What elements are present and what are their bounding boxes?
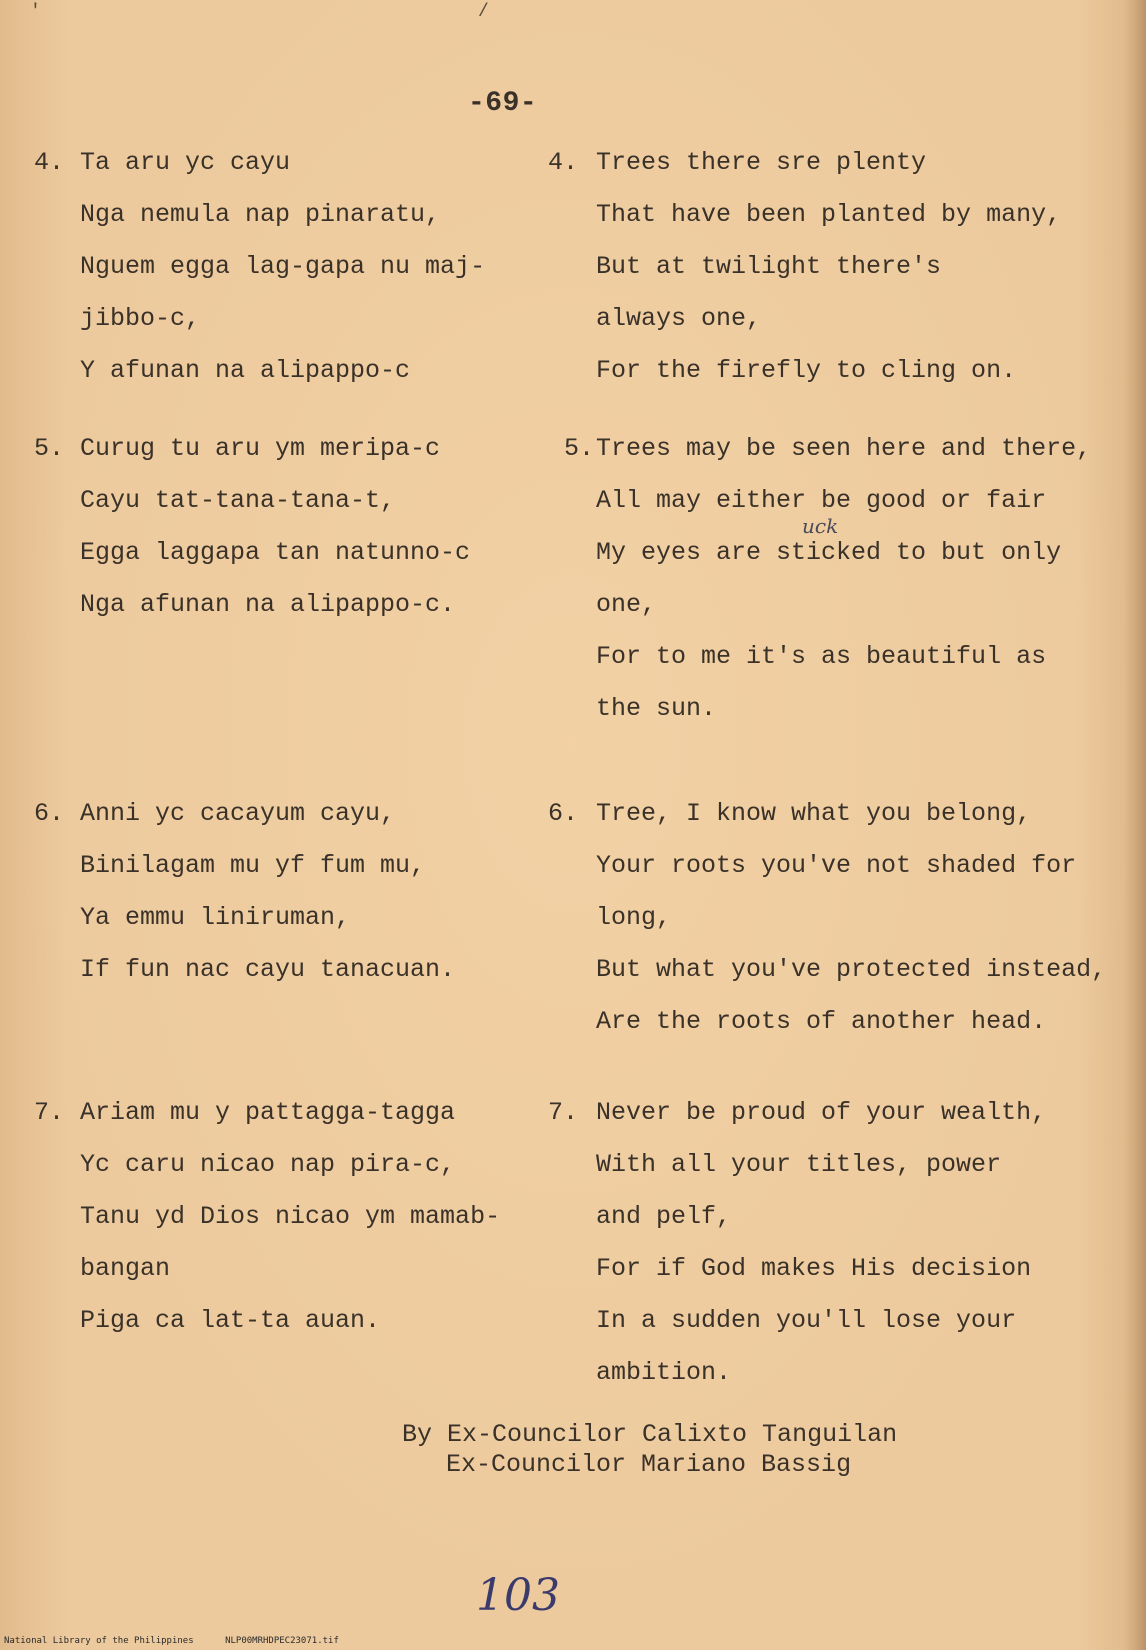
- verse-line: one,: [596, 590, 657, 619]
- verse-line: Piga ca lat-ta auan.: [80, 1306, 381, 1335]
- verse-line: ambition.: [596, 1358, 732, 1387]
- verse-line: bangan: [80, 1254, 171, 1283]
- page-edge-shadow: [1124, 0, 1146, 1650]
- verse-line: Egga laggapa tan natunno-c: [80, 538, 471, 567]
- stanza-number: 4.: [34, 148, 65, 177]
- verse-line: But what you've protected instead,: [596, 955, 1107, 984]
- verse-line: With all your titles, power: [596, 1150, 1002, 1179]
- verse-line: and pelf,: [596, 1202, 732, 1231]
- footer-filename: NLP00MRHDPEC23071.tif: [225, 1636, 339, 1646]
- handwritten-correction: uck: [802, 514, 839, 538]
- stray-mark: ': [30, 2, 41, 22]
- verse-line: Nguem egga lag-gapa nu maj-: [80, 252, 486, 281]
- verse-line: But at twilight there's: [596, 252, 942, 281]
- footer-library: National Library of the Philippines: [4, 1636, 194, 1646]
- stray-mark: /: [478, 2, 489, 22]
- byline-2: Ex-Councilor Mariano Bassig: [446, 1450, 852, 1479]
- verse-line: Anni yc cacayum cayu,: [80, 799, 396, 828]
- verse-line: For to me it's as beautiful as: [596, 642, 1047, 671]
- stanza-number: 5.: [564, 434, 595, 463]
- verse-line: Cayu tat-tana-tana-t,: [80, 486, 396, 515]
- verse-line: Ya emmu liniruman,: [80, 903, 351, 932]
- verse-line: Your roots you've not shaded for: [596, 851, 1077, 880]
- verse-line: always one,: [596, 304, 762, 333]
- verse-line: All may either be good or fair: [596, 486, 1047, 515]
- verse-line: That have been planted by many,: [596, 200, 1062, 229]
- verse-line: Ta aru yc cayu: [80, 148, 291, 177]
- verse-line: Trees may be seen here and there,: [596, 434, 1092, 463]
- stanza-number: 7.: [548, 1098, 579, 1127]
- stanza-number: 6.: [34, 799, 65, 828]
- verse-line: long,: [596, 903, 672, 932]
- verse-line: In a sudden you'll lose your: [596, 1306, 1017, 1335]
- verse-line: My eyes are sticked to but only: [596, 538, 1062, 567]
- page-number: -69-: [468, 88, 538, 119]
- verse-line: For the firefly to cling on.: [596, 356, 1017, 385]
- verse-line: Binilagam mu yf fum mu,: [80, 851, 426, 880]
- verse-line: If fun nac cayu tanacuan.: [80, 955, 456, 984]
- verse-line: jibbo-c,: [80, 304, 201, 333]
- verse-line: Ariam mu y pattagga-tagga: [80, 1098, 456, 1127]
- verse-line: Curug tu aru ym meripa-c: [80, 434, 441, 463]
- handwritten-page-number: 103: [476, 1570, 560, 1621]
- verse-line: Yc caru nicao nap pira-c,: [80, 1150, 456, 1179]
- verse-line: Tanu yd Dios nicao ym mamab-: [80, 1202, 501, 1231]
- stanza-number: 7.: [34, 1098, 65, 1127]
- byline-1: By Ex-Councilor Calixto Tanguilan: [402, 1420, 898, 1449]
- scan-footer: [0, 1636, 1146, 1650]
- verse-line: the sun.: [596, 694, 717, 723]
- verse-line: Tree, I know what you belong,: [596, 799, 1032, 828]
- stanza-number: 6.: [548, 799, 579, 828]
- stanza-number: 4.: [548, 148, 579, 177]
- verse-line: Trees there sre plenty: [596, 148, 927, 177]
- verse-line: Y afunan na alipappo-c: [80, 356, 411, 385]
- stanza-number: 5.: [34, 434, 65, 463]
- verse-line: For if God makes His decision: [596, 1254, 1032, 1283]
- verse-line: Never be proud of your wealth,: [596, 1098, 1047, 1127]
- verse-line: Nga afunan na alipappo-c.: [80, 590, 456, 619]
- verse-line: Nga nemula nap pinaratu,: [80, 200, 441, 229]
- verse-line: Are the roots of another head.: [596, 1007, 1047, 1036]
